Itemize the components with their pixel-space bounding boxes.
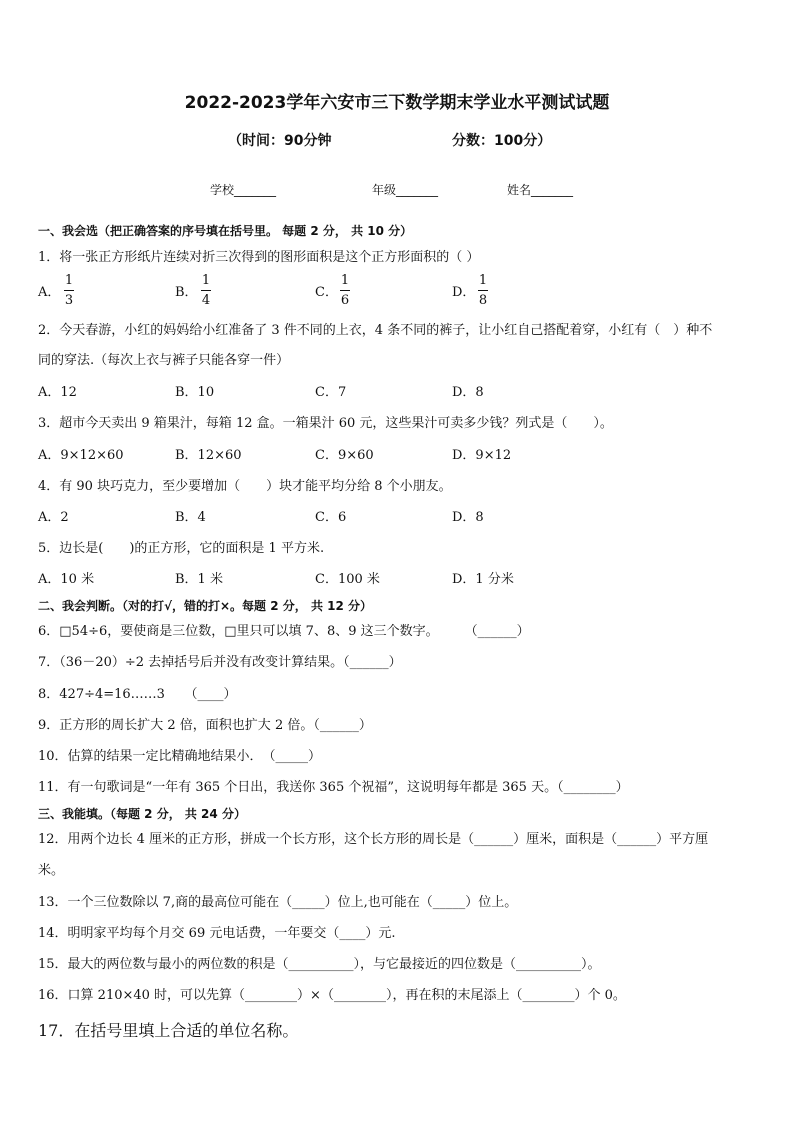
q4-option-b: B．4 — [175, 510, 206, 525]
question-1: 1．将一张正方形纸片连续对折三次得到的图形面积是这个正方形面积的（ ） — [38, 250, 480, 265]
name-field: 姓名_______ — [507, 183, 574, 197]
question-12-line-2: 米。 — [38, 863, 65, 878]
question-12-line-1: 12．用两个边长 4 厘米的正方形，拼成一个长方形，这个长方形的周长是（______）厘米，面积是（______）平方厘 — [38, 832, 709, 847]
q1-option-d-fraction: 1 8 — [478, 273, 488, 308]
question-15: 15．最大的两位数与最小的两位数的积是（__________），与它最接近的四位数是（__________）。 — [38, 957, 601, 972]
q2-option-c: C．7 — [315, 385, 347, 400]
question-16: 16．口算 210×40 时，可以先算（________）×（________），再在积的末尾添上（________）个 0。 — [38, 988, 626, 1003]
q1-option-a: A． — [38, 285, 61, 300]
question-6: 6．□54÷6，要使商是三位数，□里只可以填 7、8、9 这三个数字。 （______） — [38, 624, 530, 639]
q3-option-b: B．12×60 — [175, 448, 242, 463]
question-7: 7．（36－20）÷2 去掉括号后并没有改变计算结果。（______） — [38, 655, 402, 670]
q1-option-b: B． — [175, 285, 198, 300]
q4-option-d: D．8 — [452, 510, 484, 525]
q5-option-a: A．10 米 — [38, 572, 95, 587]
q3-option-d: D．9×12 — [452, 448, 512, 463]
q3-option-c: C．9×60 — [315, 448, 374, 463]
q4-option-c: C．6 — [315, 510, 347, 525]
question-14: 14．明明家平均每个月交 69 元电话费，一年要交（____）元. — [38, 926, 396, 941]
section-2-heading: 二、我会判断。（对的打√，错的打×。每题 2 分， 共 12 分） — [38, 599, 372, 613]
q1-option-d: D． — [452, 285, 476, 300]
section-3-heading: 三、我能填。（每题 2 分， 共 24 分） — [38, 807, 246, 821]
q1-option-c-fraction: 1 6 — [340, 273, 350, 308]
q3-option-a: A．9×12×60 — [38, 448, 124, 463]
q5-option-b: B．1 米 — [175, 572, 223, 587]
q2-option-d: D．8 — [452, 385, 484, 400]
question-8: 8．427÷4=16……3 （____） — [38, 687, 237, 702]
question-11: 11．有一句歌词是“一年有 365 个日出，我送你 365 个祝福”，这说明每年都是 365 天。（________） — [38, 780, 629, 795]
exam-time: （时间：90分钟 — [228, 133, 332, 149]
question-2-line-1: 2．今天春游，小红的妈妈给小红准备了 3 件不同的上衣，4 条不同的裤子，让小红自己搭配着穿，小红有（ ）种不 — [38, 323, 713, 338]
grade-field: 年级_______ — [372, 183, 439, 197]
q2-option-a: A．12 — [38, 385, 77, 400]
question-5: 5．边长是( )的正方形，它的面积是 1 平方米. — [38, 541, 325, 556]
q1-option-c: C． — [315, 285, 338, 300]
q4-option-a: A．2 — [38, 510, 69, 525]
question-13: 13．一个三位数除以 7,商的最高位可能在（_____）位上,也可能在（_____）位上。 — [38, 895, 518, 910]
question-2-line-2: 同的穿法.（每次上衣与裤子只能各穿一件） — [38, 353, 290, 368]
question-9: 9．正方形的周长扩大 2 倍，面积也扩大 2 倍。（______） — [38, 718, 372, 733]
school-field: 学校_______ — [210, 183, 277, 197]
question-4: 4．有 90 块巧克力，至少要增加（ ）块才能平均分给 8 个小朋友。 — [38, 479, 452, 494]
q1-option-b-fraction: 1 4 — [201, 273, 211, 308]
section-1-heading: 一、我会选（把正确答案的序号填在括号里。 每题 2 分， 共 10 分） — [38, 224, 413, 238]
question-17: 17．在括号里填上合适的单位名称。 — [38, 1021, 299, 1040]
q1-option-a-fraction: 1 3 — [64, 273, 74, 308]
q2-option-b: B．10 — [175, 385, 215, 400]
question-3: 3．超市今天卖出 9 箱果汁，每箱 12 盒。一箱果汁 60 元，这些果汁可卖多少钱？列式是（ ）。 — [38, 416, 613, 431]
q5-option-d: D．1 分米 — [452, 572, 514, 587]
question-10: 10．估算的结果一定比精确地结果小． （_____） — [38, 749, 322, 764]
exam-score: 分数：100分） — [452, 133, 552, 149]
exam-title: 2022-2023学年六安市三下数学期末学业水平测试试题 — [184, 93, 610, 113]
q5-option-c: C．100 米 — [315, 572, 380, 587]
